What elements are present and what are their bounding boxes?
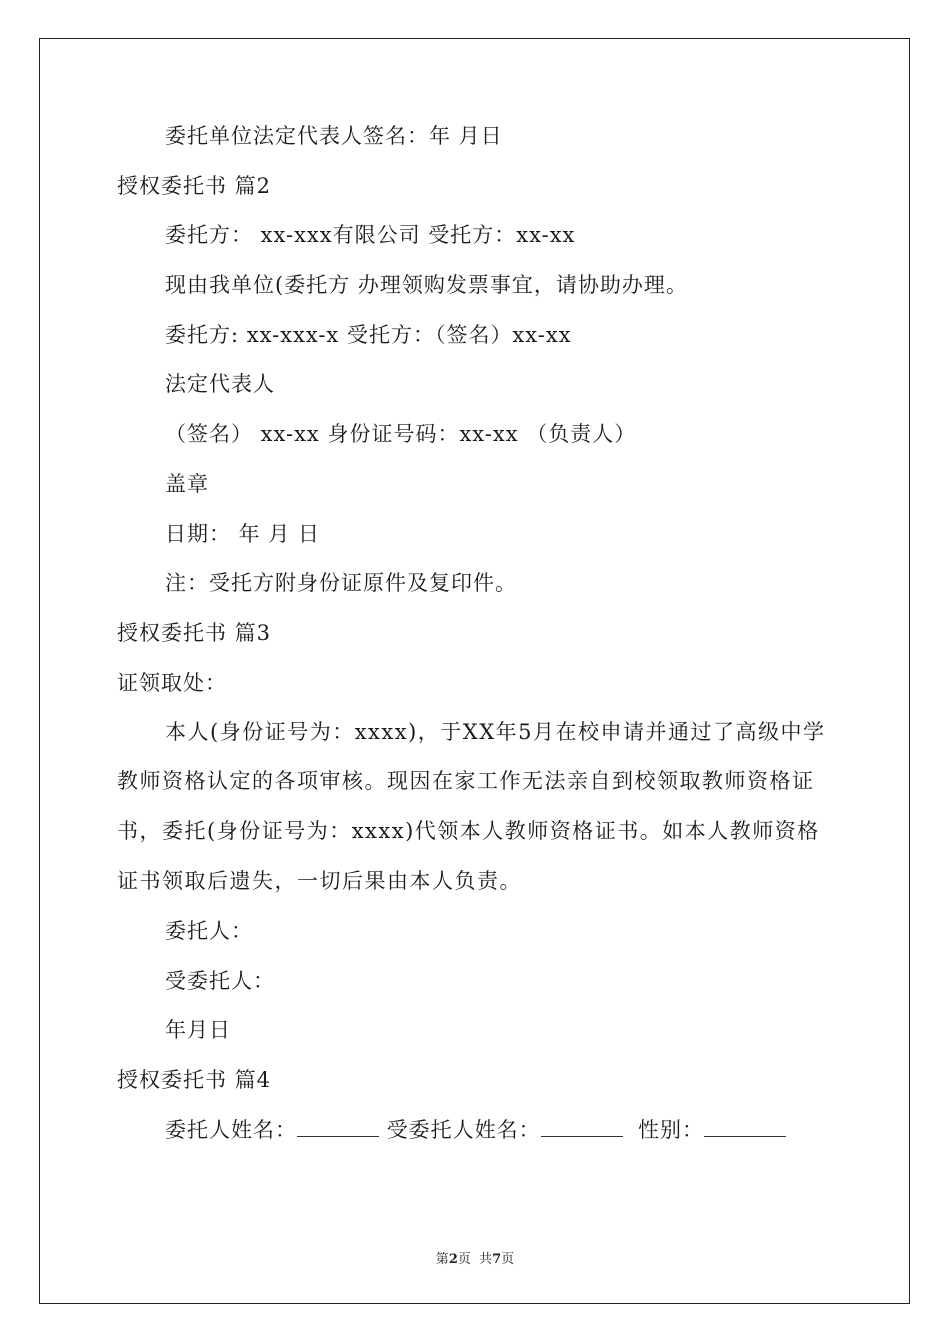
text-line: 证领取处：	[117, 670, 227, 695]
form-label: 委托人姓名：	[165, 1117, 297, 1142]
form-label: 受委托人姓名：	[386, 1117, 541, 1142]
text-line: 委托人：	[165, 919, 253, 944]
footer-middle: 页 共	[457, 1252, 493, 1267]
section-heading: 授权委托书 篇2	[117, 173, 272, 198]
text-line: 委托方： xx-xxx有限公司 受托方：xx-xx	[165, 223, 576, 248]
current-page-number: 2	[448, 1252, 458, 1267]
total-page-number: 7	[492, 1252, 502, 1267]
text-line: 委托单位法定代表人签名：年 月日	[165, 124, 503, 148]
text-line: 法定代表人	[165, 372, 275, 397]
blank-field	[541, 1118, 623, 1137]
blank-field	[704, 1118, 786, 1137]
footer-suffix: 页	[501, 1252, 515, 1267]
text-line: 现由我单位(委托方 办理领购发票事宜，请协助办理。	[165, 273, 688, 298]
form-label: 性别：	[638, 1117, 705, 1142]
text-line: 受委托人：	[165, 968, 275, 993]
document-body	[117, 124, 837, 1168]
text-line: 日期： 年 月 日	[165, 521, 321, 546]
text-line: 注：受托方附身份证原件及复印件。	[165, 571, 517, 596]
blank-field	[297, 1118, 379, 1137]
section-heading: 授权委托书 篇3	[117, 620, 272, 645]
form-row	[117, 1118, 837, 1142]
text-line: 盖章	[165, 471, 209, 496]
text-line: （签名） xx-xx 身份证号码：xx-xx （负责人）	[165, 422, 637, 447]
footer-prefix: 第	[435, 1252, 449, 1267]
text-line: 委托方: xx-xxx-x 受托方：（签名）xx-xx	[165, 322, 572, 347]
section-heading: 授权委托书 篇4	[117, 1068, 272, 1093]
text-line: 年月日	[165, 1018, 231, 1043]
body-paragraph: 本人(身份证号为：xxxx)，于XX年5月在校申请并通过了高级中学教师资格认定的各项审核。现因在家工作无法亲自到校领取教师资格证书，委托(身份证号为：xxxx)代领本人教师资格证书。如本人教师资格证书领取后遗失，一切后果由本人负责。	[117, 719, 826, 893]
page-footer	[0, 1248, 950, 1267]
